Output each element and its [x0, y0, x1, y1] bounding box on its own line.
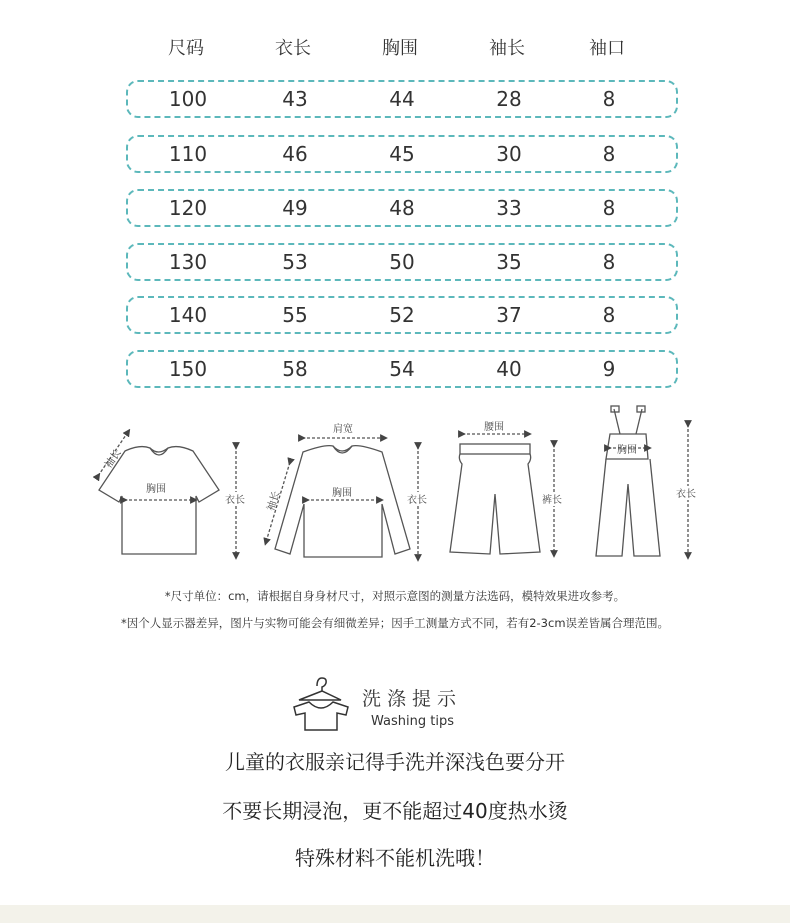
table-row [126, 296, 678, 334]
overall-length-label: 衣长 [676, 489, 696, 500]
cell-chest: 52 [389, 303, 415, 327]
pants-length-label: 裤长 [542, 495, 562, 506]
table-row [126, 135, 678, 173]
cell-sleeve: 35 [496, 250, 522, 274]
cell-sleeve: 30 [496, 142, 522, 166]
note-size-unit: *尺寸单位：cm，请根据自身身材尺寸，对照示意图的测量方法选码，模特效果进攻参考。 [164, 589, 626, 603]
cell-chest: 54 [389, 357, 415, 381]
sweater-length-label: 衣长 [407, 495, 427, 506]
cell-chest: 45 [389, 142, 415, 166]
header-length: 衣长 [275, 38, 311, 59]
sweater-shoulder-label: 肩宽 [333, 424, 353, 435]
overall-chest-label: 胸围 [617, 445, 637, 456]
washing-tips-title: 洗涤提示 [362, 688, 463, 710]
tshirt-chest-label: 胸围 [146, 484, 166, 495]
header-chest: 胸围 [382, 38, 418, 59]
size-table-header [126, 34, 678, 64]
tshirt-diagram [98, 432, 236, 556]
tshirt-sleeve-label: 袖长 [103, 447, 124, 471]
cell-sleeve: 40 [496, 357, 522, 381]
shirt-on-hanger-icon [289, 672, 351, 738]
cell-length: 53 [282, 250, 308, 274]
cell-cuff: 8 [602, 87, 616, 111]
cell-chest: 48 [389, 196, 415, 220]
header-size: 尺码 [168, 38, 204, 59]
cell-size: 120 [168, 196, 208, 220]
cell-sleeve: 37 [496, 303, 522, 327]
header-cuff: 袖口 [589, 38, 625, 59]
pants-diagram [450, 434, 554, 554]
wash-tip-line: 不要长期浸泡，更不能超过40度热水烫 [222, 799, 568, 823]
cell-cuff: 8 [602, 196, 616, 220]
sweater-sleeve-label: 袖长 [265, 489, 283, 513]
measurement-diagrams [0, 404, 790, 570]
cell-sleeve: 33 [496, 196, 522, 220]
overalls-diagram [596, 406, 688, 556]
sweater-chest-label: 胸围 [332, 488, 352, 499]
cell-size: 130 [168, 250, 208, 274]
cell-length: 46 [282, 142, 308, 166]
note-display-difference: *因个人显示器差异，图片与实物可能会有细微差异；因手工测量方式不同，若有2-3cm误差皆属合理范围。 [120, 616, 670, 630]
wash-tip-line: 儿童的衣服亲记得手洗并深浅色要分开 [225, 750, 565, 774]
cell-size: 140 [168, 303, 208, 327]
wash-tip-line: 特殊材料不能机洗哦！ [295, 846, 495, 870]
cell-size: 150 [168, 357, 208, 381]
cell-sleeve: 28 [496, 87, 522, 111]
table-row [126, 350, 678, 388]
cell-cuff: 8 [602, 303, 616, 327]
measurement-diagrams-svg [0, 404, 790, 570]
cell-length: 58 [282, 357, 308, 381]
cell-cuff: 8 [602, 142, 616, 166]
cell-size: 100 [168, 87, 208, 111]
footer-band [0, 905, 790, 923]
cell-size: 110 [168, 142, 208, 166]
cell-length: 49 [282, 196, 308, 220]
tshirt-length-label: 衣长 [225, 495, 245, 506]
cell-cuff: 9 [602, 357, 616, 381]
cell-chest: 50 [389, 250, 415, 274]
cell-cuff: 8 [602, 250, 616, 274]
washing-tips-subtitle: Washing tips [371, 714, 454, 729]
table-row [126, 80, 678, 118]
table-row [126, 189, 678, 227]
cell-length: 43 [282, 87, 308, 111]
header-sleeve: 袖长 [489, 38, 525, 59]
cell-chest: 44 [389, 87, 415, 111]
cell-length: 55 [282, 303, 308, 327]
table-row [126, 243, 678, 281]
pants-waist-label: 腰围 [484, 422, 504, 433]
